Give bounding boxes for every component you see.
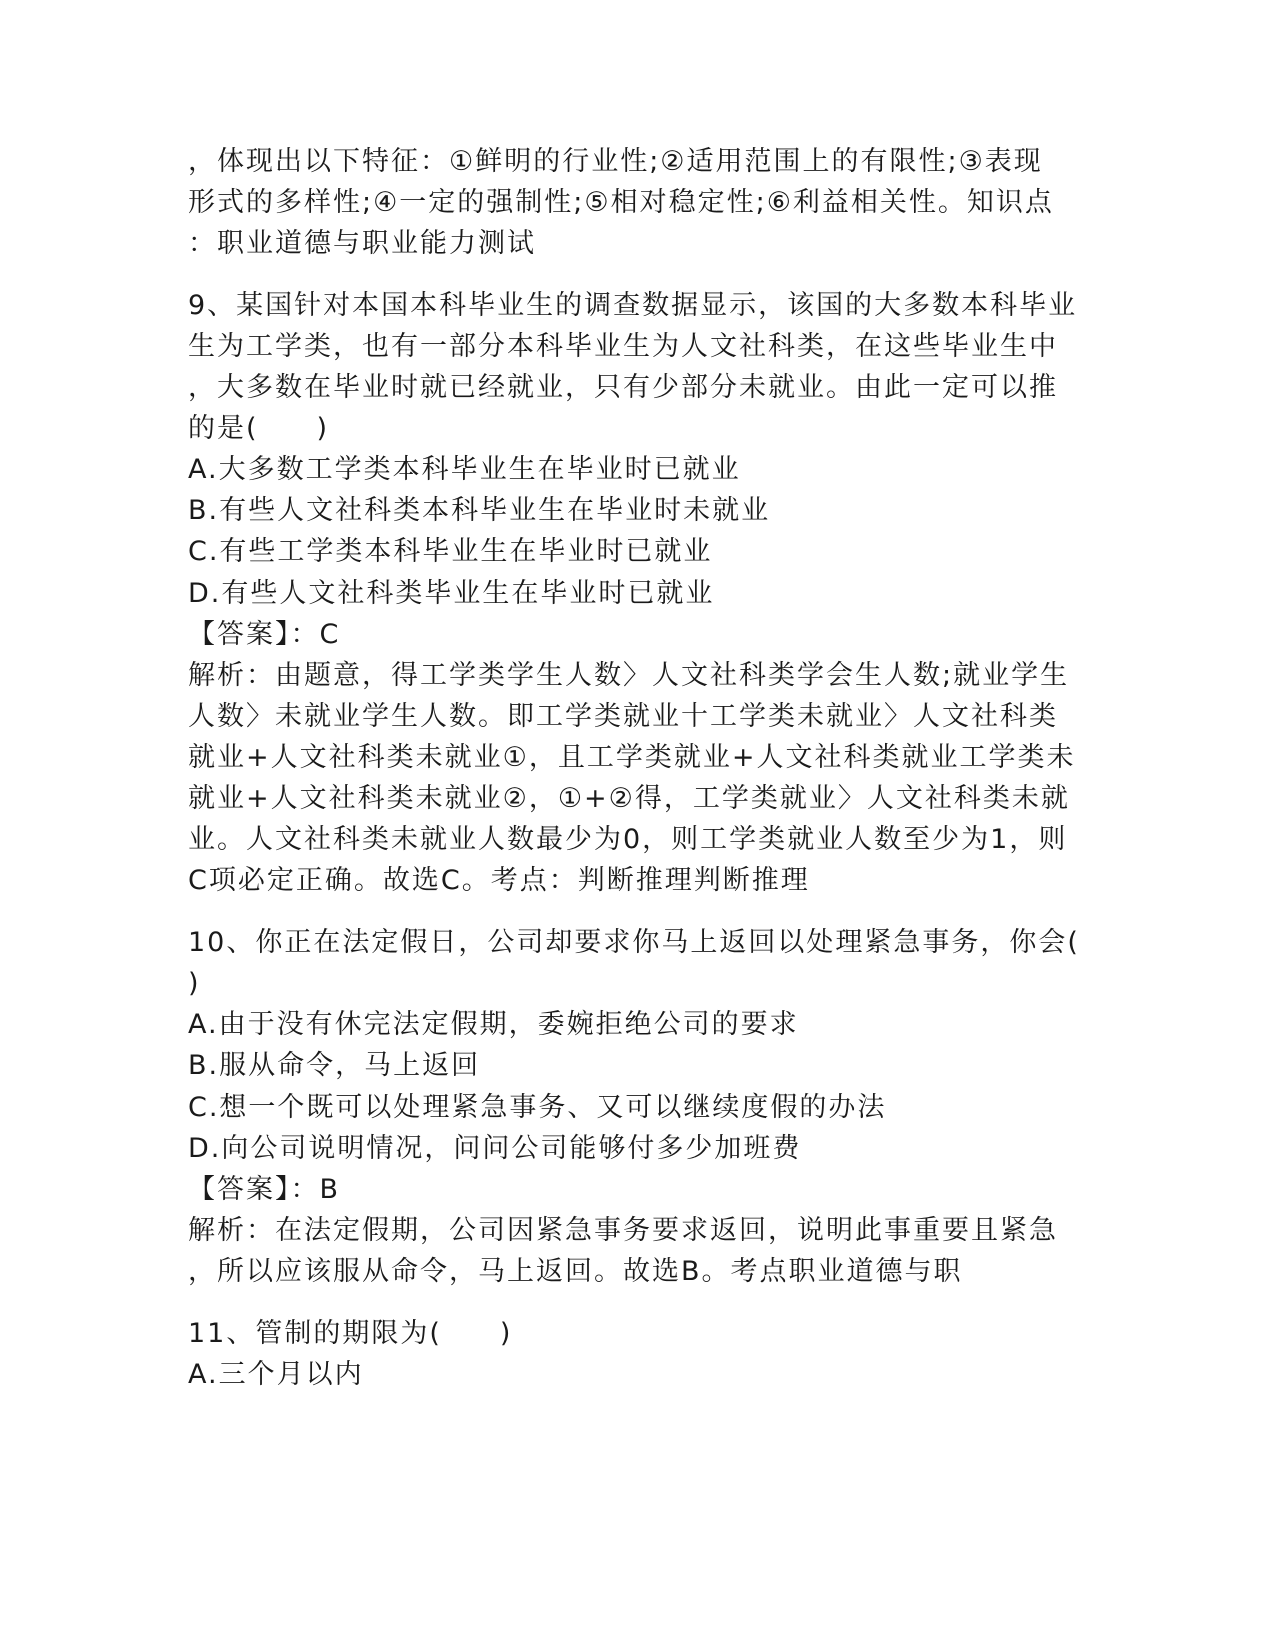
analysis-line: 业。人文社科类未就业人数最少为0，则工学类就业人数至少为1，则: [188, 824, 1068, 855]
question-10-line: 10、你正在法定假日，公司却要求你马上返回以处理紧急事务，你会(: [188, 927, 1080, 958]
option-b: B.有些人文社科类本科毕业生在毕业时未就业: [188, 495, 771, 526]
option-a: A.大多数工学类本科毕业生在毕业时已就业: [188, 454, 741, 485]
answer-label: 【答案】：C: [188, 619, 341, 650]
analysis-line: 人数〉未就业学生人数。即工学类就业十工学类未就业〉人文社科类: [188, 701, 1058, 732]
option-d: D.向公司说明情况，问问公司能够付多少加班费: [188, 1133, 802, 1164]
answer-label: 【答案】：B: [188, 1174, 341, 1205]
option-c: C.有些工学类本科毕业生在毕业时已就业: [188, 536, 713, 567]
text-line: ，体现出以下特征：①鲜明的行业性;②适用范围上的有限性;③表现: [188, 146, 1043, 177]
analysis-line: ，所以应该服从命令，马上返回。故选B。考点职业道德与职: [188, 1256, 963, 1287]
question-9-line: 生为工学类，也有一部分本科毕业生为人文社科类，在这些毕业生中: [188, 331, 1058, 362]
text-line: 形式的多样性;④一定的强制性;⑤相对稳定性;⑥利益相关性。知识点: [188, 187, 1054, 218]
question-11-line: 11、管制的期限为( ): [188, 1318, 513, 1349]
question-9-line: 9、某国针对本国本科毕业生的调查数据显示，该国的大多数本科毕业: [188, 290, 1078, 321]
question-9-line: ，大多数在毕业时就已经就业，只有少部分未就业。由此一定可以推: [188, 372, 1058, 403]
option-a: A.三个月以内: [188, 1359, 364, 1390]
option-d: D.有些人文社科类毕业生在毕业时已就业: [188, 578, 715, 609]
analysis-line: 就业+人文社科类未就业②，①+②得，工学类就业〉人文社科类未就: [188, 783, 1070, 814]
text-line: ：职业道德与职业能力测试: [188, 228, 536, 259]
analysis-line: 解析：在法定假期，公司因紧急事务要求返回，说明此事重要且紧急: [188, 1215, 1058, 1246]
analysis-line: 就业+人文社科类未就业①，且工学类就业+人文社科类就业工学类未: [188, 742, 1076, 773]
option-a: A.由于没有休完法定假期，委婉拒绝公司的要求: [188, 1009, 799, 1040]
option-b: B.服从命令，马上返回: [188, 1050, 481, 1081]
analysis-line: 解析：由题意，得工学类学生人数〉人文社科类学会生人数;就业学生: [188, 660, 1070, 691]
question-9-line: 的是( ): [188, 413, 330, 444]
question-10-line: ): [188, 968, 201, 999]
option-c: C.想一个既可以处理紧急事务、又可以继续度假的办法: [188, 1092, 887, 1123]
analysis-line: C项必定正确。故选C。考点：判断推理判断推理: [188, 865, 810, 896]
